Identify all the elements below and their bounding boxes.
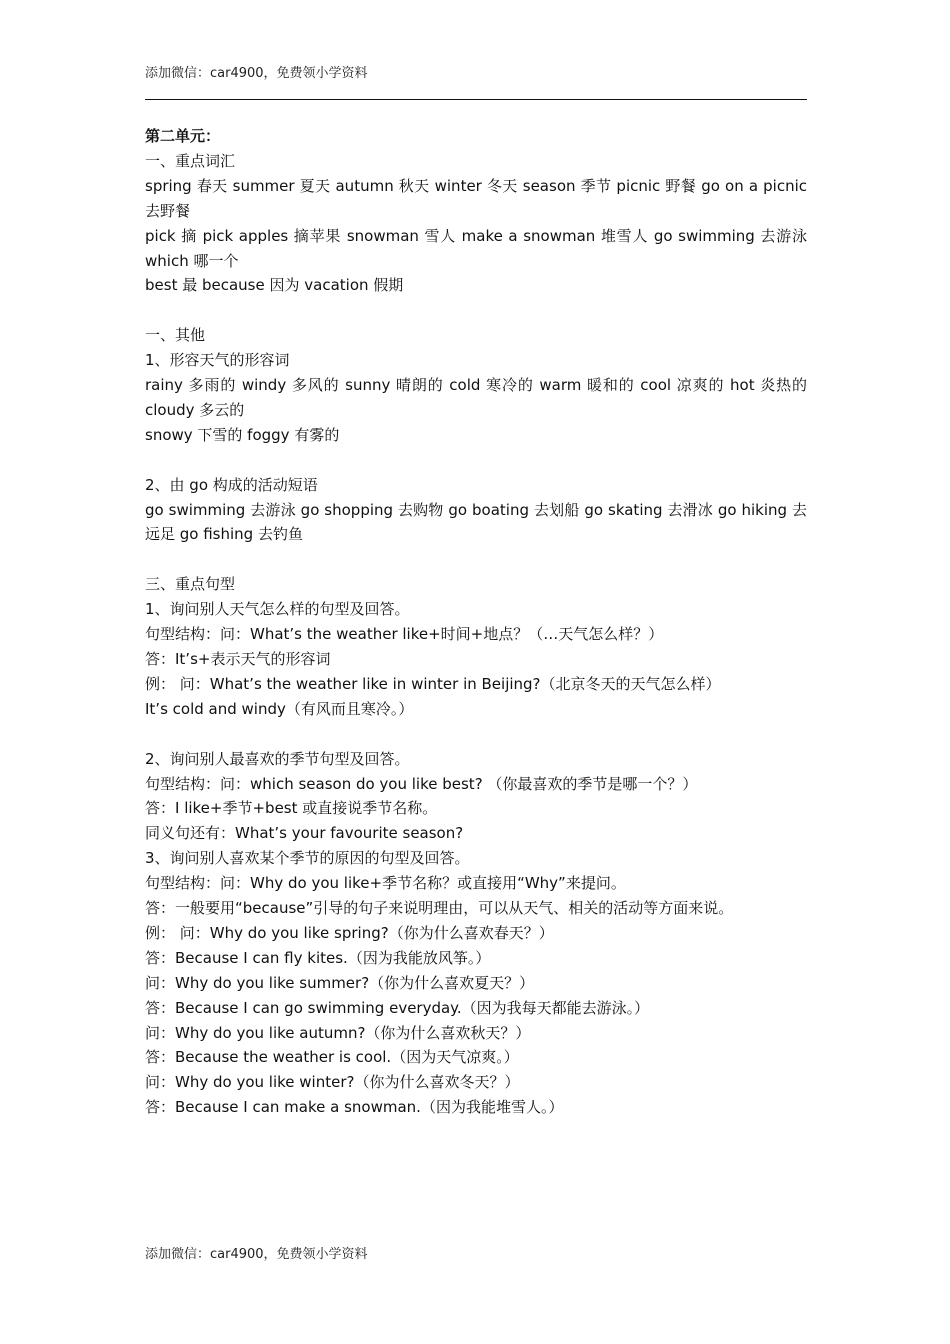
other-heading: 一、其他: [145, 326, 206, 345]
sentence-line: 句型结构：问：which season do you like best? （你最喜欢的季节是哪一个？）: [145, 774, 698, 793]
sentence-line: 答：Because I can go swimming everyday.（因为我每天都能去游泳。）: [145, 998, 650, 1017]
sentence-line: 例： 问：What’s the weather like in winter in Beijing?（北京冬天的天气怎么样）: [145, 674, 721, 693]
sentence-line: 问：Why do you like autumn?（你为什么喜欢秋天？）: [145, 1023, 531, 1042]
sentence-line: 答：Because I can make a snowman.（因为我能堆雪人。）: [145, 1098, 564, 1117]
sentence-line: 同义句还有：What’s your favourite season?: [145, 824, 464, 843]
sentence-line: 问：Why do you like winter?（你为什么喜欢冬天？）: [145, 1073, 520, 1092]
vocab-line: pick 摘 pick apples 摘苹果 snowman 雪人 make a snowman 堆雪人 go swimming 去游泳 which 哪一个: [145, 226, 807, 270]
sentence-line: 答：一般要用“because”引导的句子来说明理由，可以从天气、相关的活动等方面来说。: [145, 899, 734, 918]
spacer: [145, 722, 807, 747]
adjective-line: rainy 多雨的 windy 多风的 sunny 晴朗的 cold 寒冷的 warm 暖和的 cool 凉爽的 hot 炎热的 cloudy 多云的: [145, 376, 807, 419]
phrase-line: go swimming 去游泳 go shopping 去购物 go boating 去划船 go skating 去滑冰 go hiking 去远足 go fishing 去钓鱼: [145, 500, 807, 544]
sentence-line: 答：Because the weather is cool.（因为天气凉爽。）: [145, 1048, 519, 1067]
sentences-heading: 三、重点句型: [145, 575, 236, 594]
vocab-line: best 最 because 因为 vacation 假期: [145, 276, 404, 295]
unit-title: 第二单元：: [145, 127, 221, 145]
subsection-title: 2、由 go 构成的活动短语: [145, 475, 318, 494]
document-body: [145, 124, 807, 1120]
spacer: [145, 448, 807, 473]
vocab-line: spring 春天 summer 夏天 autumn 秋天 winter 冬天 season 季节 picnic 野餐 go on a picnic 去野餐: [145, 176, 807, 220]
subsection-title: 1、形容天气的形容词: [145, 351, 290, 370]
header-divider: [145, 99, 807, 100]
sentence-line: 问：Why do you like summer?（你为什么喜欢夏天？）: [145, 973, 535, 992]
page-footer: 添加微信：car4900，免费领小学资料: [145, 1247, 368, 1262]
sentence-line: 句型结构：问：What’s the weather like+时间+地点？（…天气怎么样？）: [145, 625, 664, 644]
subsection-title: 3、询问别人喜欢某个季节的原因的句型及回答。: [145, 849, 470, 868]
spacer: [145, 298, 807, 323]
sentence-line: 答：Because I can fly kites.（因为我能放风筝。）: [145, 948, 491, 967]
sentence-line: 答：I like+季节+best 或直接说季节名称。: [145, 799, 438, 818]
sentence-line: It’s cold and windy（有风而且寒冷。）: [145, 699, 414, 718]
spacer: [145, 547, 807, 572]
sentence-line: 例： 问：Why do you like spring?（你为什么喜欢春天？）: [145, 923, 554, 942]
page-header: 添加微信：car4900，免费领小学资料: [145, 66, 368, 81]
subsection-title: 1、询问别人天气怎么样的句型及回答。: [145, 600, 410, 619]
vocab-heading: 一、重点词汇: [145, 151, 236, 170]
sentence-line: 答：It’s+表示天气的形容词: [145, 649, 331, 668]
subsection-title: 2、询问别人最喜欢的季节句型及回答。: [145, 749, 410, 768]
adjective-line: snowy 下雪的 foggy 有雾的: [145, 425, 340, 444]
sentence-line: 句型结构：问：Why do you like+季节名称？或直接用“Why”来提问。: [145, 874, 626, 893]
